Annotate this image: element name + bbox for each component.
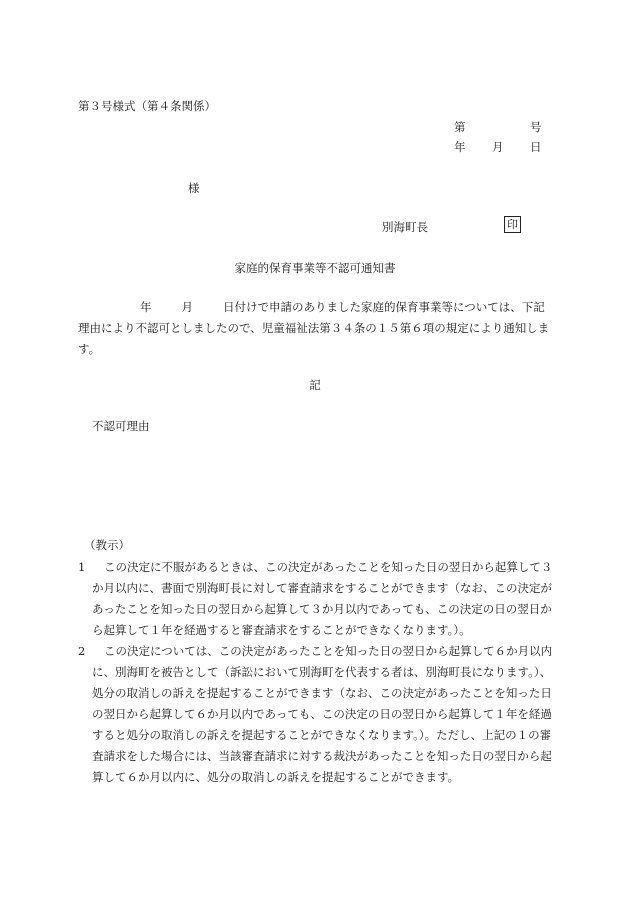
- date-day: 日: [530, 140, 542, 154]
- seal-stamp: 印: [504, 216, 521, 233]
- body-year: 年: [140, 300, 152, 314]
- item-number: 1: [78, 560, 86, 574]
- date-month: 月: [492, 140, 504, 154]
- sender-name: 別海町長: [382, 220, 428, 234]
- body-paragraph: [78, 297, 553, 360]
- item-text: この決定については、この決定があったことを知った日の翌日から起算して６か月以内に、別海町を被告として（訴訟において別海町を代表する者は、別海町長になります。）、処分の取消しの訴えを提起することができます（なお、この決定があったことを知った日の翌日から起算して６か月以内であっても、この決定の日の翌日から起算して１年を経過すると処分の取消しの訴えを提起することができなくなります。）。ただし、上記の１の審査請求をした場合には、当該審査請求に対する裁決があったことを知った日の翌日から起算して６か月以内に、処分の取消しの訴えを提起することができます。: [92, 644, 553, 784]
- ki-heading: 記: [309, 378, 321, 392]
- document-number-suffix: 号: [530, 120, 542, 134]
- body-text: 日付けで申請のありました家庭的保育事業等については、下記理由により不認可としましたので、児童福祉法第３４条の１５第６項の規定により通知します。: [78, 300, 550, 356]
- date-year: 年: [454, 140, 466, 154]
- item-text: この決定に不服があるときは、この決定があったことを知った日の翌日から起算して３か月以内に、書面で別海町長に対して審査請求をすることができます（なお、この決定があったことを知った日の翌日から起算して３か月以内であっても、この決定の日の翌日から起算して１年を経過すると審査請求をすることができなくなります。）。: [92, 560, 553, 637]
- instruction-list: [78, 557, 553, 788]
- document-title: 家庭的保育事業等不認可通知書: [234, 261, 396, 275]
- body-month: 月: [181, 300, 193, 314]
- reason-label: 不認可理由: [92, 419, 150, 433]
- instruction-item-2: [78, 641, 553, 788]
- recipient-suffix: 様: [188, 181, 200, 195]
- item-number: 2: [78, 644, 86, 658]
- instruction-item-1: [78, 557, 553, 641]
- instruction-label: （教示）: [84, 538, 130, 552]
- form-number: 第３号様式（第４条関係）: [78, 99, 216, 113]
- document-number-prefix: 第: [454, 120, 466, 134]
